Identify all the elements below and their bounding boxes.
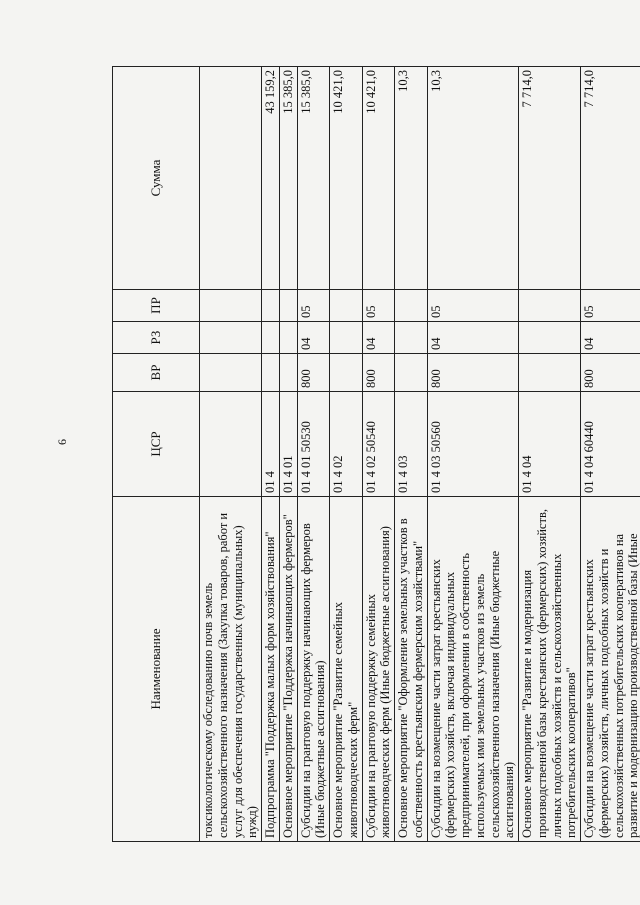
cell-vr: 800 [581, 354, 640, 392]
cell-name: Субсидии на возмещение части затрат крестьянских (фермерских) хозяйств, личных подсобных хозяйств и сельскохозяйственных потребительских кооперативов на развитие и модернизацию производственной базы (Иные [581, 497, 640, 842]
table-row [279, 67, 297, 842]
cell-vr [395, 354, 428, 392]
cell-name: токсикологическому обследованию почв земель сельскохозяйственного назначения (Закупка товаров, работ и услуг для обеспечения государственных (муниципальных) нужд) [200, 497, 262, 842]
cell-pr [395, 290, 428, 322]
cell-pr: 05 [362, 290, 395, 322]
cell-pr [200, 290, 262, 322]
cell-sum: 15 385,0 [279, 67, 297, 290]
cell-pr: 05 [427, 290, 519, 322]
cell-name: Субсидии на грантовую поддержку семейных животноводческих ферм (Иные бюджетные ассигнования) [362, 497, 395, 842]
cell-rz [200, 322, 262, 354]
cell-rz: 04 [581, 322, 640, 354]
cell-vr: 800 [297, 354, 330, 392]
cell-sum: 7 714,0 [581, 67, 640, 290]
cell-csr [200, 392, 262, 497]
cell-pr: 05 [297, 290, 330, 322]
header-name: Наименование [113, 497, 200, 842]
cell-rz [395, 322, 428, 354]
header-rz: РЗ [113, 322, 200, 354]
cell-sum: 10,3 [395, 67, 428, 290]
cell-csr: 01 4 02 50540 [362, 392, 395, 497]
cell-csr: 01 4 03 [395, 392, 428, 497]
table-row [519, 67, 581, 842]
cell-csr: 01 4 01 [279, 392, 297, 497]
table-row [297, 67, 330, 842]
cell-name: Основное мероприятие "Развитие семейных животноводческих ферм" [330, 497, 363, 842]
cell-name: Субсидии на возмещение части затрат крестьянских (фермерских) хозяйств, включая индивидуальных предпринимателей, при оформлении в собственность используемых ими земельных участков из земель сельскохозяйственного назначения (Иные бюджетные ассигнования) [427, 497, 519, 842]
cell-vr: 800 [427, 354, 519, 392]
header-sum: Сумма [113, 67, 200, 290]
cell-name: Основное мероприятие "Оформление земельных участков в собственность крестьянским фермерским хозяйствами" [395, 497, 428, 842]
cell-sum: 15 385,0 [297, 67, 330, 290]
table-row [330, 67, 363, 842]
cell-sum [200, 67, 262, 290]
cell-sum: 7 714,0 [519, 67, 581, 290]
cell-sum: 10,3 [427, 67, 519, 290]
cell-rz [279, 322, 297, 354]
cell-vr: 800 [362, 354, 395, 392]
cell-pr [519, 290, 581, 322]
cell-name: Основное мероприятие "Поддержка начинающих фермеров" [279, 497, 297, 842]
budget-table-sheet [112, 67, 640, 842]
cell-rz [330, 322, 363, 354]
page-number: 6 [55, 439, 69, 445]
header-csr: ЦСР [113, 392, 200, 497]
table-row [581, 67, 640, 842]
table-row [427, 67, 519, 842]
cell-sum: 10 421,0 [362, 67, 395, 290]
cell-csr: 01 4 [262, 392, 280, 497]
cell-rz [519, 322, 581, 354]
cell-name: Основное мероприятие "Развитие и модернизация производственной базы крестьянских (фермерских) хозяйств, личных подсобных хозяйств и сельскохозяйственных потребительских кооперативов" [519, 497, 581, 842]
cell-name: Субсидии на грантовую поддержку начинающих фермеров (Иные бюджетные ассигнования) [297, 497, 330, 842]
table-row [200, 67, 262, 842]
cell-rz [262, 322, 280, 354]
cell-rz: 04 [297, 322, 330, 354]
cell-vr [279, 354, 297, 392]
cell-vr [330, 354, 363, 392]
table-row [395, 67, 428, 842]
cell-csr: 01 4 04 60440 [581, 392, 640, 497]
cell-sum: 43 159,2 [262, 67, 280, 290]
header-vr: ВР [113, 354, 200, 392]
cell-pr: 05 [581, 290, 640, 322]
header-pr: ПР [113, 290, 200, 322]
cell-csr: 01 4 01 50530 [297, 392, 330, 497]
cell-csr: 01 4 03 50560 [427, 392, 519, 497]
cell-csr: 01 4 02 [330, 392, 363, 497]
cell-rz: 04 [427, 322, 519, 354]
cell-vr [262, 354, 280, 392]
budget-table [112, 66, 640, 842]
cell-rz: 04 [362, 322, 395, 354]
table-row [362, 67, 395, 842]
cell-vr [519, 354, 581, 392]
cell-name: Подпрограмма "Поддержка малых форм хозяйствования" [262, 497, 280, 842]
table-row [262, 67, 280, 842]
cell-csr: 01 4 04 [519, 392, 581, 497]
table-header-row [113, 67, 200, 842]
cell-vr [200, 354, 262, 392]
cell-pr [262, 290, 280, 322]
cell-sum: 10 421,0 [330, 67, 363, 290]
cell-pr [279, 290, 297, 322]
cell-pr [330, 290, 363, 322]
